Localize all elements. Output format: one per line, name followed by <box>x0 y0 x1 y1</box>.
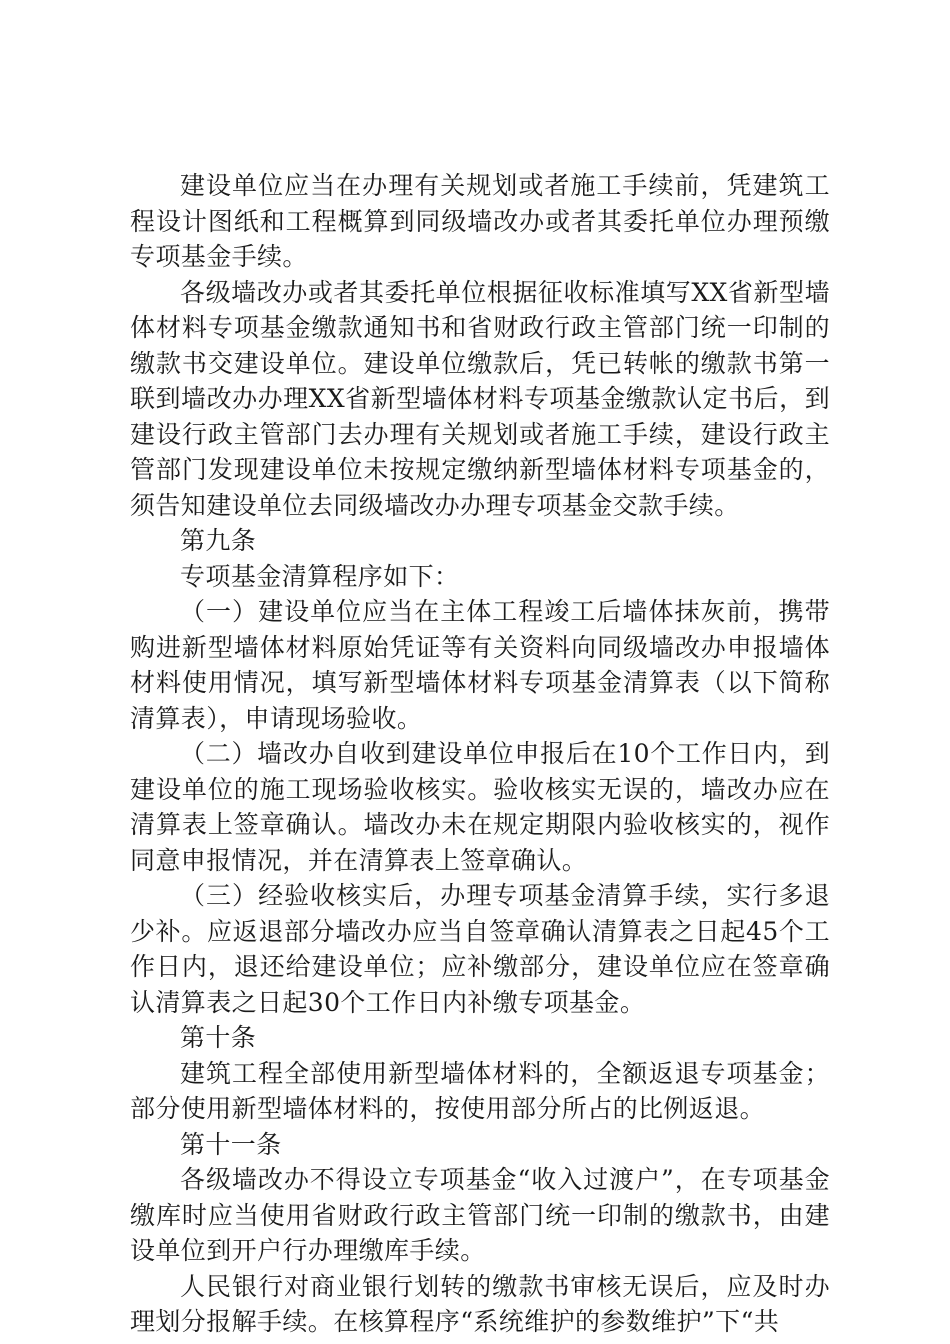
article-heading-10: 第十条 <box>180 1023 257 1052</box>
paragraph-central-bank: 人民银行对商业银行划转的缴款书审核无误后，应及时办理划分报解手续。在核算程序“系统维护的参数维护”下“共 <box>130 1271 830 1336</box>
paragraph-payment-procedure: 各级墙改办或者其委托单位根据征收标准填写XX省新型墙体材料专项基金缴款通知书和省财政行政主管部门统一印制的缴款书交建设单位。建设单位缴款后，凭已转帐的缴款书第一联到墙改办办理XX省新型墙体材料专项基金缴款认定书后，到建设行政主管部门去办理有关规划或者施工手续，建设行政主管部门发现建设单位未按规定缴纳新型墙体材料专项基金的，须告知建设单位去同级墙改办办理专项基金交款手续。 <box>130 277 830 520</box>
paragraph-treasury-deposit: 各级墙改办不得设立专项基金“收入过渡户”，在专项基金缴库时应当使用省财政行政主管部门统一印制的缴款书，由建设单位到开户行办理缴库手续。 <box>130 1165 830 1265</box>
list-item-2: （二）墙改办自收到建设单位申报后在10个工作日内，到建设单位的施工现场验收核实。验收核实无误的，墙改办应在清算表上签章确认。墙改办未在规定期限内验收核实的，视作同意申报情况，并在清算表上签章确认。 <box>130 739 830 875</box>
article-heading-11: 第十一条 <box>180 1129 282 1159</box>
list-item-3: （三）经验收核实后，办理专项基金清算手续，实行多退少补。应返退部分墙改办应当自签章确认清算表之日起45个工作日内，退还给建设单位；应补缴部分，建设单位应在签章确认清算表之日起30个工作日内补缴专项基金。 <box>130 881 830 1017</box>
paragraph-refund-ratio: 建筑工程全部使用新型墙体材料的，全额返退专项基金；部分使用新型墙体材料的，按使用部分所占的比例返退。 <box>130 1058 830 1123</box>
article-heading-9: 第九条 <box>180 526 257 555</box>
document-body <box>130 168 830 1340</box>
paragraph-settlement-intro: 专项基金清算程序如下： <box>180 561 460 591</box>
paragraph-prepayment: 建设单位应当在办理有关规划或者施工手续前，凭建筑工程设计图纸和工程概算到同级墙改办或者其委托单位办理预缴专项基金手续。 <box>130 171 830 271</box>
list-item-1: （一）建设单位应当在主体工程竣工后墙体抹灰前，携带购进新型墙体材料原始凭证等有关资料向同级墙改办申报墙体材料使用情况，填写新型墙体材料专项基金清算表（以下简称清算表），申请现场验收。 <box>130 597 830 733</box>
